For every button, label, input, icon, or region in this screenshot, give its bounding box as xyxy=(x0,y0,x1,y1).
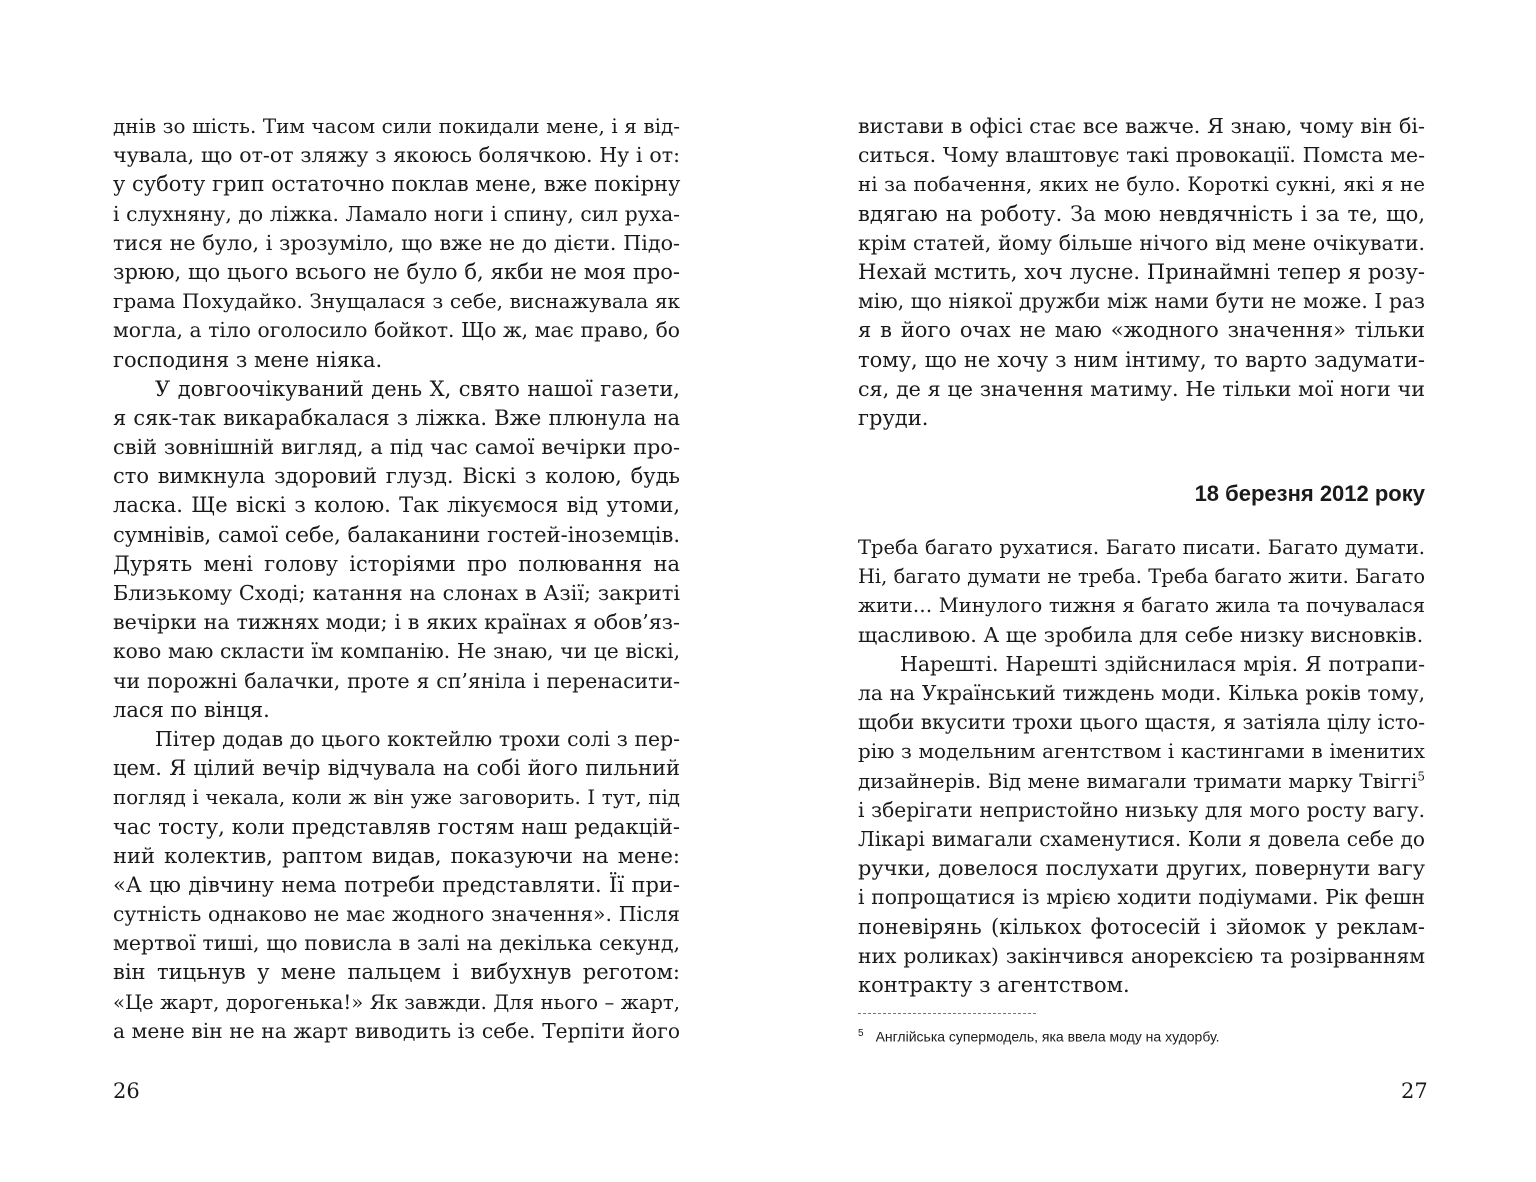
text-line: щасливою. А ще зробила для себе низку висновків. xyxy=(858,622,1424,647)
text-line: вечірки на тижнях моди; і в яких країнах я обов’яз- xyxy=(113,610,680,635)
text-line: поневірянь (кількох фотосесій і зйомок у реклам- xyxy=(858,914,1425,939)
text-line: і слухняну, до ліжка. Ламало ноги і спину, сил руха- xyxy=(113,201,680,226)
right-page-text xyxy=(858,112,1425,1000)
text-line: «Це жарт, дорогенька!» Як завжди. Для нього – жарт, xyxy=(113,990,680,1014)
text-line: Лікарі вимагали схаменутися. Коли я довела себе до xyxy=(858,826,1425,851)
text-line: мію, що ніякої дружби між нами бути не може. І раз xyxy=(858,289,1425,314)
text-line: чувала, що от-от зляжу з якоюсь болячкою. Ну і от: xyxy=(113,143,680,168)
text-line: крім статей, йому більше нічого від мене очікувати. xyxy=(858,230,1425,255)
text-line: тому, що не хочу з ним інтиму, то варто задумати- xyxy=(858,347,1425,372)
text-line: зрюю, що цього всього не було б, якби не моя про- xyxy=(113,259,680,284)
text-line: могла, а тіло оголосило бойкот. Що ж, має право, бо xyxy=(113,318,680,343)
text-line: ла на Український тиждень моди. Кілька років тому, xyxy=(858,681,1425,705)
text-line: ситься. Чому влаштовує такі провокації. Помста ме- xyxy=(858,143,1425,168)
diary-date-heading: 18 березня 2012 року xyxy=(1194,481,1425,507)
text-line: свій зовнішній вигляд, а під час самої вечірки про- xyxy=(113,435,680,460)
text-line: грама Похудайко. Знущалася з себе, виснажувала як xyxy=(113,289,680,314)
text-line: У довгоочікуваний день Х, свято нашої газети, xyxy=(155,376,680,401)
text-line: ні за побачення, яких не було. Короткі сукні, які я не xyxy=(858,173,1425,197)
right-page xyxy=(768,0,1536,1182)
text-line: ся, де я це значення матиму. Не тільки мої ноги чи xyxy=(858,376,1425,401)
text-line: Нарешті. Нарешті здійснилася мрія. Я потрапи- xyxy=(900,651,1425,676)
text-line: ково маю скласти їм компанію. Не знаю, чи це віскі, xyxy=(113,639,680,664)
text-line: них роликах) закінчився анорексією та розірванням xyxy=(858,943,1425,968)
text-line: сто вимкнула здоровий глузд. Віскі з колою, будь xyxy=(113,464,680,489)
text-line xyxy=(858,767,1425,796)
page-number: 26 xyxy=(113,1079,140,1103)
text-line: у суботу грип остаточно поклав мене, вже покірну xyxy=(113,172,681,197)
text-line: я в його очах не маю «жодного значення» тільки xyxy=(858,318,1425,343)
text-line: Ні, багато думати не треба. Треба багато жити. Багато xyxy=(858,565,1425,589)
text-line: груди. xyxy=(858,405,929,430)
text-line: жити… Минулого тижня я багато жила та почувалася xyxy=(858,594,1425,618)
text-line: сутність однаково не має жодного значення». Після xyxy=(113,902,680,927)
text-line: я сяк-так викарабкалася з ліжка. Вже плюнула на xyxy=(113,405,680,430)
text-line: погляд і чекала, коли ж він уже заговорить. І тут, під xyxy=(113,786,680,810)
text-line: мертвої тиші, що повисла в залі на декілька секунд, xyxy=(113,931,680,956)
text-line: щоби вкусити трохи цього щастя, я затіяла цілу істо- xyxy=(858,710,1425,735)
text-line: чи порожні балачки, проте я сп’яніла і перенасити- xyxy=(113,668,680,693)
text-line: цем. Я цілий вечір відчувала на собі його пильний xyxy=(113,756,680,781)
text-line: вистави в офісі стає все важче. Я знаю, чому він бі- xyxy=(858,114,1425,138)
text-line: він тицьнув у мене пальцем і вибухнув реготом: xyxy=(113,960,680,985)
text-line: ний колектив, раптом видав, показуючи на мене: xyxy=(113,843,680,868)
text-line: і попрощатися із мрією ходити подіумами. Рік фешн xyxy=(858,885,1425,910)
text-line: рію з модельним агентством і кастингами в іменитих xyxy=(858,740,1425,764)
text-line-content: дизайнерів. Від мене вимагали тримати марку Твіггі xyxy=(858,769,1418,793)
text-line: лася по вінця. xyxy=(113,697,270,722)
text-line: контракту з агентством. xyxy=(858,972,1130,997)
text-line: Пітер додав до цього коктейлю трохи солі з пер- xyxy=(155,726,680,751)
page-number: 27 xyxy=(1401,1079,1428,1103)
text-line: Близькому Сході; катання на слонах в Азії; закриті xyxy=(113,581,680,605)
text-line: «А цю дівчину нема потреби представляти. Її при- xyxy=(113,872,680,897)
text-line: Дурять мені голову історіями про полювання на xyxy=(113,551,680,576)
text-line: ласка. Ще віскі з колою. Так лікуємося від утоми, xyxy=(113,493,680,518)
text-line: час тосту, коли представляв гостям наш редакцій- xyxy=(113,814,680,839)
footnote-reference: 5 xyxy=(1417,768,1425,783)
text-line: сумнівів, самої себе, балаканини гостей-іноземців. xyxy=(113,522,680,547)
text-line: ручки, довелося послухати других, повернути вагу xyxy=(858,856,1425,881)
text-line: Нехай мстить, хоч лусне. Принаймні тепер я розу- xyxy=(858,259,1425,284)
text-line: і зберігати непристойно низьку для мого росту вагу. xyxy=(858,797,1425,822)
text-line: а мене він не на жарт виводить із себе. Терпіти його xyxy=(113,1018,680,1043)
text-line: Треба багато рухатися. Багато писати. Багато думати. xyxy=(858,536,1425,560)
text-line: господиня з мене ніяка. xyxy=(113,347,383,372)
text-line: тися не було, і зрозуміло, що вже не до дієти. Підо- xyxy=(113,230,680,255)
footnote-text: Англійська супермодель, яка ввела моду на худорбу. xyxy=(875,1028,1220,1045)
text-line: вдягаю на роботу. За мою невдячність і за те, що, xyxy=(858,201,1425,226)
footnote-divider xyxy=(858,1013,1036,1014)
text-line: днів зо шість. Тим часом сили покидали мене, і я від- xyxy=(113,115,680,138)
left-page-text xyxy=(113,112,680,1046)
footnote-number: 5 xyxy=(858,1028,864,1039)
footnote xyxy=(858,1024,1220,1047)
